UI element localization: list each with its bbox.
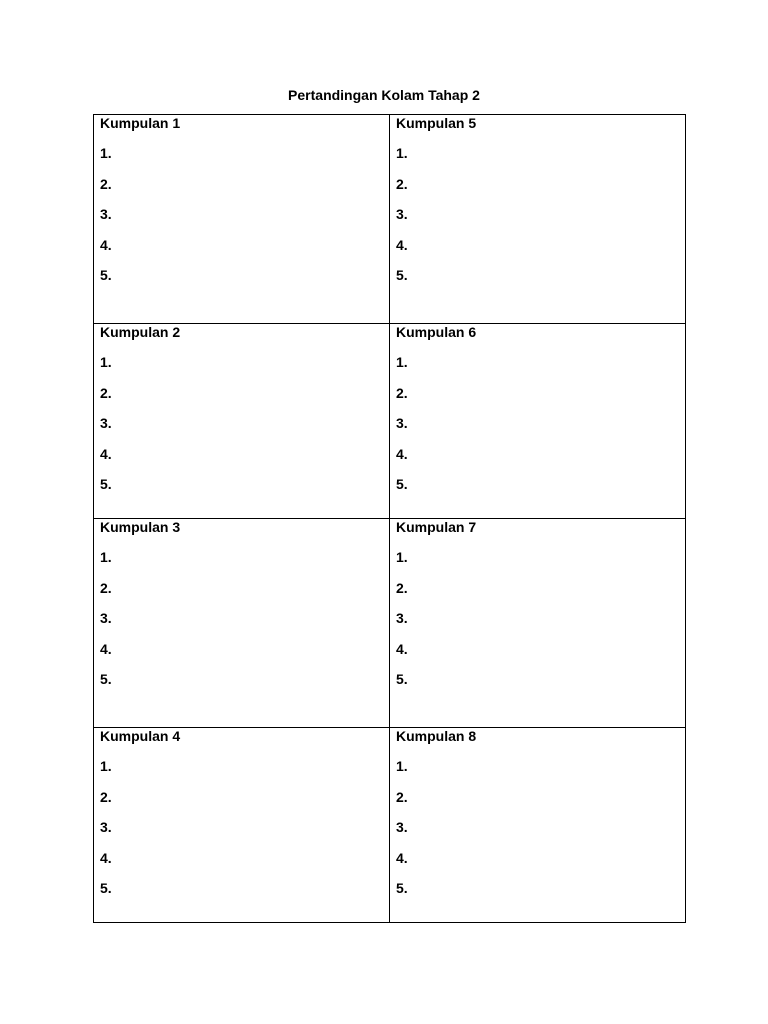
list-item: 5. [100,671,112,687]
list-item: 1. [396,549,408,565]
list-item: 3. [100,206,112,222]
group-cell-7 [390,519,685,728]
list-item: 3. [100,610,112,626]
group-title: Kumpulan 7 [396,519,477,535]
group-cell-8 [390,728,685,922]
list-item: 2. [100,788,112,805]
group-member-list [396,549,685,687]
list-item: 3. [396,415,408,431]
list-item: 5. [396,476,408,492]
group-title: Kumpulan 4 [100,728,181,744]
group-cell-2 [94,324,390,519]
list-item: 2. [396,579,408,596]
list-item: 3. [396,819,408,835]
list-item: 5. [100,267,112,283]
list-item: 1. [100,758,112,774]
list-item: 3. [396,206,408,222]
group-title: Kumpulan 5 [396,115,477,131]
list-item: 1. [396,145,408,161]
list-item: 1. [100,354,112,370]
list-item: 1. [100,145,112,161]
list-item: 4. [396,849,408,866]
list-item: 5. [396,267,408,283]
group-cell-4 [94,728,390,922]
group-cell-1 [94,115,390,324]
group-cell-6 [390,324,685,519]
list-item: 5. [100,476,112,492]
list-item: 3. [396,610,408,626]
list-item: 5. [100,880,112,896]
group-member-list [100,145,389,283]
group-member-list [396,145,685,283]
list-item: 5. [396,880,408,896]
list-item: 3. [100,415,112,431]
groups-table [93,114,686,923]
group-member-list [100,549,389,687]
list-item: 4. [100,445,112,462]
group-member-list [396,354,685,492]
group-title: Kumpulan 8 [396,728,477,744]
list-item: 2. [100,384,112,401]
list-item: 2. [396,384,408,401]
list-item: 2. [396,175,408,192]
list-item: 2. [100,579,112,596]
list-item: 1. [100,549,112,565]
group-cell-3 [94,519,390,728]
group-member-list [100,758,389,896]
list-item: 4. [100,849,112,866]
group-cell-5 [390,115,685,324]
list-item: 1. [396,354,408,370]
list-item: 4. [396,236,408,253]
list-item: 4. [396,445,408,462]
list-item: 2. [396,788,408,805]
list-item: 4. [100,640,112,657]
group-title: Kumpulan 2 [100,324,181,340]
list-item: 4. [396,640,408,657]
list-item: 4. [100,236,112,253]
list-item: 1. [396,758,408,774]
list-item: 3. [100,819,112,835]
list-item: 5. [396,671,408,687]
group-member-list [100,354,389,492]
group-title: Kumpulan 6 [396,324,477,340]
document-title: Pertandingan Kolam Tahap 2 [288,87,480,103]
list-item: 2. [100,175,112,192]
group-member-list [396,758,685,896]
group-title: Kumpulan 3 [100,519,181,535]
group-title: Kumpulan 1 [100,115,181,131]
